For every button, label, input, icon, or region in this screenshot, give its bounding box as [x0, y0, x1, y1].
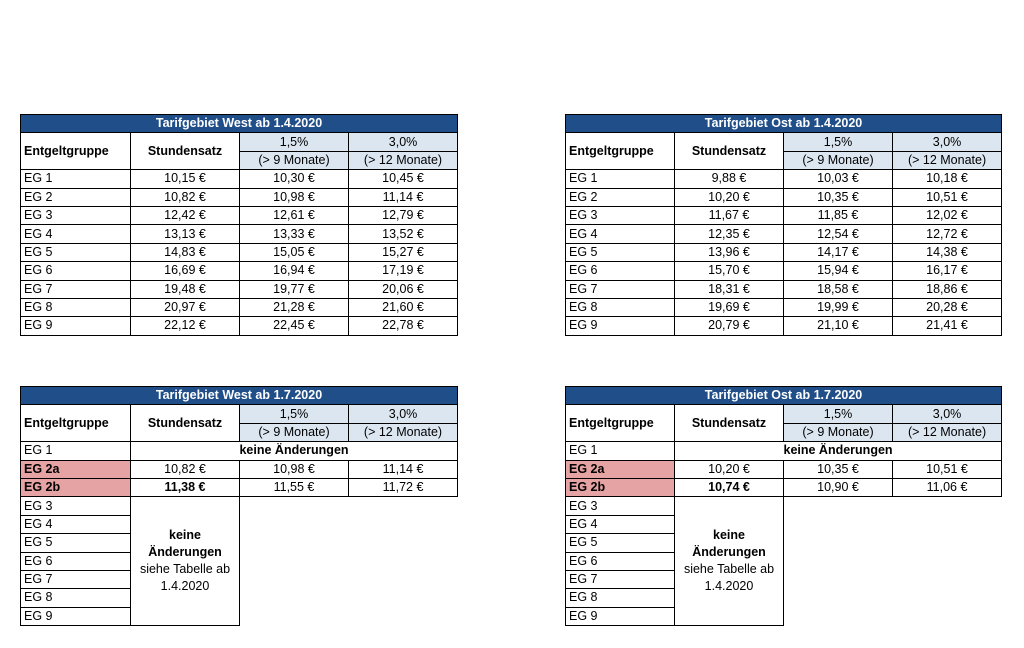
no-change-block	[131, 497, 240, 626]
table-row	[21, 460, 458, 478]
eg-cell: EG 4	[566, 515, 675, 533]
rate-cell: 13,96 €	[675, 243, 784, 261]
rate-15-cell: 19,77 €	[240, 280, 349, 298]
header-pct-15: 1,5%	[240, 133, 349, 151]
empty-cell	[784, 552, 1002, 570]
rate-15-cell: 19,99 €	[784, 298, 893, 316]
rate-15-cell: 16,94 €	[240, 262, 349, 280]
table-row	[21, 534, 458, 552]
eg-cell: EG 2	[21, 188, 131, 206]
rate-30-cell: 21,41 €	[893, 317, 1002, 335]
rate-15-cell: 10,30 €	[240, 170, 349, 188]
no-change-line: 1.4.2020	[704, 579, 754, 594]
header-stundensatz: Stundensatz	[131, 133, 240, 170]
no-change-note: keine Änderungen	[675, 442, 1002, 460]
no-change-line: Änderungen	[148, 545, 222, 560]
rate-cell: 12,35 €	[675, 225, 784, 243]
eg-cell: EG 9	[21, 607, 131, 625]
no-change-line: 1.4.2020	[160, 579, 210, 594]
table-row	[566, 280, 1002, 298]
eg-cell: EG 9	[566, 607, 675, 625]
eg-cell: EG 4	[566, 225, 675, 243]
eg-cell: EG 8	[566, 298, 675, 316]
header-stundensatz: Stundensatz	[675, 405, 784, 442]
header-sub-9: (> 9 Monate)	[784, 423, 893, 441]
no-change-line: siehe Tabelle ab	[139, 562, 231, 577]
eg-cell: EG 8	[21, 589, 131, 607]
rate-30-cell: 15,27 €	[349, 243, 458, 261]
header-entgeltgruppe: Entgeltgruppe	[566, 133, 675, 170]
table-row	[21, 262, 458, 280]
header-sub-9: (> 9 Monate)	[240, 151, 349, 169]
eg-cell: EG 8	[566, 589, 675, 607]
rate-cell: 10,74 €	[675, 478, 784, 496]
eg-cell: EG 3	[566, 206, 675, 224]
table-west-april	[20, 114, 458, 336]
header-pct-30: 3,0%	[893, 133, 1002, 151]
table-row	[566, 206, 1002, 224]
rate-cell: 19,48 €	[131, 280, 240, 298]
empty-cell	[240, 534, 458, 552]
header-stundensatz: Stundensatz	[131, 405, 240, 442]
rate-15-cell: 10,03 €	[784, 170, 893, 188]
rate-15-cell: 11,55 €	[240, 478, 349, 496]
table-row	[566, 497, 1002, 515]
table-row	[21, 206, 458, 224]
header-pct-15: 1,5%	[784, 133, 893, 151]
rate-30-cell: 14,38 €	[893, 243, 1002, 261]
table-row	[21, 478, 458, 496]
eg-cell: EG 8	[21, 298, 131, 316]
eg-cell-highlight: EG 2a	[566, 460, 675, 478]
rate-15-cell: 10,35 €	[784, 188, 893, 206]
table-row	[21, 225, 458, 243]
table-row	[566, 460, 1002, 478]
empty-cell	[240, 552, 458, 570]
table-row	[21, 170, 458, 188]
rate-cell: 12,42 €	[131, 206, 240, 224]
empty-cell	[784, 534, 1002, 552]
table-row	[566, 262, 1002, 280]
rate-cell: 22,12 €	[131, 317, 240, 335]
rate-30-cell: 10,18 €	[893, 170, 1002, 188]
table-row	[566, 534, 1002, 552]
table-row	[21, 188, 458, 206]
eg-cell: EG 3	[21, 497, 131, 515]
table-row	[566, 188, 1002, 206]
rate-15-cell: 15,05 €	[240, 243, 349, 261]
empty-cell	[784, 570, 1002, 588]
eg-cell: EG 9	[21, 317, 131, 335]
table-row	[566, 317, 1002, 335]
no-change-line: keine	[169, 528, 201, 543]
rate-30-cell: 10,51 €	[893, 188, 1002, 206]
header-sub-9: (> 9 Monate)	[784, 151, 893, 169]
rate-cell: 20,97 €	[131, 298, 240, 316]
eg-cell: EG 2	[566, 188, 675, 206]
rate-15-cell: 10,90 €	[784, 478, 893, 496]
rate-30-cell: 10,45 €	[349, 170, 458, 188]
rate-cell: 14,83 €	[131, 243, 240, 261]
rate-30-cell: 12,79 €	[349, 206, 458, 224]
header-entgeltgruppe: Entgeltgruppe	[21, 133, 131, 170]
empty-cell	[240, 497, 458, 515]
rate-30-cell: 11,14 €	[349, 188, 458, 206]
empty-cell	[784, 589, 1002, 607]
eg-cell: EG 7	[21, 280, 131, 298]
rate-30-cell: 18,86 €	[893, 280, 1002, 298]
eg-cell: EG 6	[21, 262, 131, 280]
rate-30-cell: 12,72 €	[893, 225, 1002, 243]
rate-cell: 15,70 €	[675, 262, 784, 280]
eg-cell: EG 5	[21, 534, 131, 552]
no-change-line: Änderungen	[692, 545, 766, 560]
table-row	[21, 552, 458, 570]
table-title: Tarifgebiet West ab 1.7.2020	[21, 387, 458, 405]
rate-15-cell: 14,17 €	[784, 243, 893, 261]
rate-15-cell: 10,35 €	[784, 460, 893, 478]
table-row	[566, 442, 1002, 460]
table-row	[21, 607, 458, 625]
eg-cell: EG 5	[566, 534, 675, 552]
rate-30-cell: 20,28 €	[893, 298, 1002, 316]
header-entgeltgruppe: Entgeltgruppe	[21, 405, 131, 442]
header-sub-9: (> 9 Monate)	[240, 423, 349, 441]
rate-30-cell: 10,51 €	[893, 460, 1002, 478]
rate-cell: 16,69 €	[131, 262, 240, 280]
rate-15-cell: 21,10 €	[784, 317, 893, 335]
rate-15-cell: 21,28 €	[240, 298, 349, 316]
eg-cell: EG 1	[566, 170, 675, 188]
rate-30-cell: 11,72 €	[349, 478, 458, 496]
table-title: Tarifgebiet West ab 1.4.2020	[21, 115, 458, 133]
eg-cell: EG 3	[566, 497, 675, 515]
empty-cell	[240, 570, 458, 588]
header-stundensatz: Stundensatz	[675, 133, 784, 170]
table-row	[566, 243, 1002, 261]
rate-cell: 10,82 €	[131, 460, 240, 478]
table-row	[21, 589, 458, 607]
eg-cell: EG 1	[21, 170, 131, 188]
rate-30-cell: 13,52 €	[349, 225, 458, 243]
eg-cell: EG 6	[21, 552, 131, 570]
rate-15-cell: 12,54 €	[784, 225, 893, 243]
table-row	[21, 298, 458, 316]
rate-cell: 13,13 €	[131, 225, 240, 243]
empty-cell	[240, 515, 458, 533]
table-row	[21, 497, 458, 515]
eg-cell: EG 5	[566, 243, 675, 261]
header-sub-12: (> 12 Monate)	[349, 423, 458, 441]
eg-cell: EG 7	[566, 570, 675, 588]
header-pct-30: 3,0%	[893, 405, 1002, 423]
eg-cell: EG 9	[566, 317, 675, 335]
header-pct-30: 3,0%	[349, 133, 458, 151]
no-change-line: keine	[713, 528, 745, 543]
table-row	[21, 570, 458, 588]
eg-cell-highlight: EG 2b	[21, 478, 131, 496]
table-row	[21, 442, 458, 460]
rate-cell: 10,20 €	[675, 188, 784, 206]
table-row	[566, 607, 1002, 625]
table-row	[566, 589, 1002, 607]
no-change-line: siehe Tabelle ab	[683, 562, 775, 577]
table-title: Tarifgebiet Ost ab 1.4.2020	[566, 115, 1002, 133]
table-ost-july	[565, 386, 1002, 626]
rate-15-cell: 13,33 €	[240, 225, 349, 243]
empty-cell	[240, 589, 458, 607]
rate-15-cell: 10,98 €	[240, 188, 349, 206]
rate-30-cell: 17,19 €	[349, 262, 458, 280]
table-row	[566, 552, 1002, 570]
no-change-block	[675, 497, 784, 626]
rate-cell: 9,88 €	[675, 170, 784, 188]
header-pct-15: 1,5%	[784, 405, 893, 423]
table-row	[21, 243, 458, 261]
eg-cell: EG 5	[21, 243, 131, 261]
eg-cell: EG 3	[21, 206, 131, 224]
header-sub-12: (> 12 Monate)	[893, 423, 1002, 441]
rate-cell: 10,20 €	[675, 460, 784, 478]
rate-15-cell: 22,45 €	[240, 317, 349, 335]
header-pct-15: 1,5%	[240, 405, 349, 423]
table-row	[566, 515, 1002, 533]
rate-cell: 20,79 €	[675, 317, 784, 335]
eg-cell: EG 1	[21, 442, 131, 460]
rate-15-cell: 11,85 €	[784, 206, 893, 224]
eg-cell: EG 4	[21, 225, 131, 243]
header-entgeltgruppe: Entgeltgruppe	[566, 405, 675, 442]
header-sub-12: (> 12 Monate)	[893, 151, 1002, 169]
empty-cell	[784, 515, 1002, 533]
rate-30-cell: 20,06 €	[349, 280, 458, 298]
rate-15-cell: 10,98 €	[240, 460, 349, 478]
table-ost-april	[565, 114, 1002, 336]
rate-cell: 10,82 €	[131, 188, 240, 206]
eg-cell: EG 4	[21, 515, 131, 533]
rate-15-cell: 12,61 €	[240, 206, 349, 224]
table-row	[21, 317, 458, 335]
table-title: Tarifgebiet Ost ab 1.7.2020	[566, 387, 1002, 405]
rate-cell: 18,31 €	[675, 280, 784, 298]
table-row	[566, 298, 1002, 316]
rate-cell: 19,69 €	[675, 298, 784, 316]
rate-30-cell: 11,06 €	[893, 478, 1002, 496]
eg-cell: EG 6	[566, 552, 675, 570]
empty-cell	[784, 607, 1002, 625]
empty-cell	[784, 497, 1002, 515]
rate-30-cell: 21,60 €	[349, 298, 458, 316]
rate-30-cell: 16,17 €	[893, 262, 1002, 280]
eg-cell: EG 7	[21, 570, 131, 588]
table-row	[566, 225, 1002, 243]
eg-cell-highlight: EG 2a	[21, 460, 131, 478]
table-row	[566, 170, 1002, 188]
rate-cell: 10,15 €	[131, 170, 240, 188]
table-row	[21, 280, 458, 298]
table-row	[566, 478, 1002, 496]
rate-30-cell: 22,78 €	[349, 317, 458, 335]
rate-15-cell: 15,94 €	[784, 262, 893, 280]
header-sub-12: (> 12 Monate)	[349, 151, 458, 169]
rate-cell: 11,38 €	[131, 478, 240, 496]
eg-cell: EG 1	[566, 442, 675, 460]
eg-cell: EG 6	[566, 262, 675, 280]
eg-cell-highlight: EG 2b	[566, 478, 675, 496]
rate-15-cell: 18,58 €	[784, 280, 893, 298]
table-row	[566, 570, 1002, 588]
header-pct-30: 3,0%	[349, 405, 458, 423]
rate-30-cell: 12,02 €	[893, 206, 1002, 224]
table-row	[21, 515, 458, 533]
table-west-july	[20, 386, 458, 626]
eg-cell: EG 7	[566, 280, 675, 298]
empty-cell	[240, 607, 458, 625]
rate-cell: 11,67 €	[675, 206, 784, 224]
rate-30-cell: 11,14 €	[349, 460, 458, 478]
no-change-note: keine Änderungen	[131, 442, 458, 460]
